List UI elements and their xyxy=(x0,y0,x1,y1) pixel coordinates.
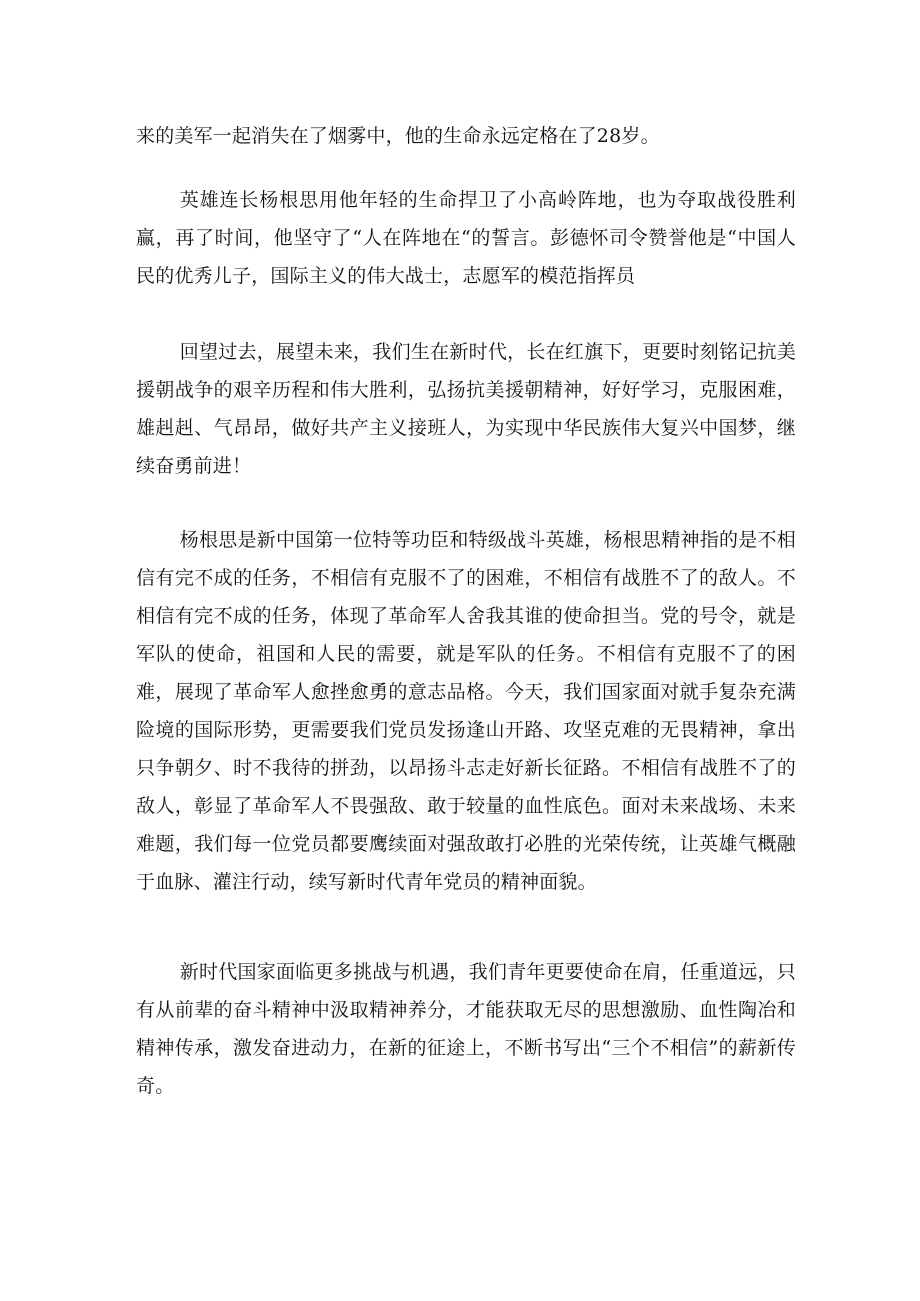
paragraph-yang-gensi-hero xyxy=(136,181,796,295)
paragraph-text: 英雄连长杨根思用他年轻的生命捍卫了小高岭阵地，也为夺取战役胜利赢，再了时间，他坚守了“人在阵地在“的誓言。彭德怀司令赞誉他是“中国人民的优秀儿子，国际主义的伟大战士，志愿军的模范指挥员 xyxy=(136,189,796,287)
paragraph-text: 新时代国家面临更多挑战与机遇，我们青年更要使命在肩，任重道远，只有从前辈的奋斗精神中汲取精神养分，才能获取无尽的思想激励、血性陶冶和精神传承，激发奋进动力，在新的征途上，不断书写出“三个不相信”的薪新传奇。 xyxy=(136,961,796,1097)
paragraph-yang-gensi-spirit xyxy=(136,521,796,901)
paragraph-text: 回望过去，展望未来，我们生在新时代，长在红旗下，更要时刻铭记抗美援朝战争的艰辛历程和伟大胜利，弘扬抗美援朝精神，好好学习，克服困难，雄赳赳、气昂昂，做好共产主义接班人，为实现中华民族伟大复兴中国梦，继续奋勇前进！ xyxy=(136,341,796,477)
paragraph-text: 来的美军一起消失在了烟雾中，他的生命永远定格在了28岁。 xyxy=(136,125,660,147)
paragraph-continuation xyxy=(136,117,796,155)
paragraph-look-back xyxy=(136,333,796,485)
paragraph-text: 杨根思是新中国第一位特等功臣和特级战斗英雄，杨根思精神指的是不相信有完不成的任务，不相信有克服不了的困难，不相信有战胜不了的敌人。不相信有完不成的任务，体现了革命军人舍我其谁的使命担当。党的号令，就是军队的使命，祖国和人民的需要，就是军队的任务。不相信有克服不了的困难，展现了革命军人愈挫愈勇的意志品格。今天，我们国家面对就手复杂充满险境的国际形势，更需要我们党员发扬逢山开路、攻坚克难的无畏精神，拿出只争朝夕、时不我待的拼劲，以昂扬斗志走好新长征路。不相信有战胜不了的敌人，彰显了革命军人不畏强敌、敢于较量的血性底色。面对未来战场、未来难题，我们每一位党员都要鹰续面对强敌敢打必胜的光荣传统，让英雄气概融于血脉、灌注行动，续写新时代青年党员的精神面貌。 xyxy=(136,529,796,893)
paragraph-new-era xyxy=(136,953,796,1105)
